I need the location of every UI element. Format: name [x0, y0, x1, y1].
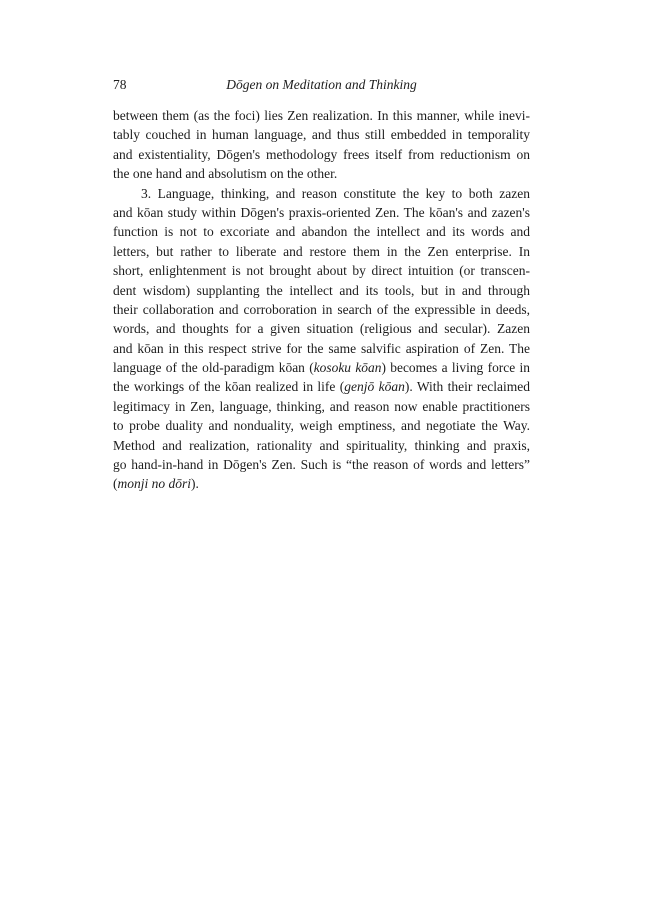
text-line: between them (as the foci) lies Zen realization. In this manner, while inevi-: [113, 108, 530, 123]
italic-term: genjō kōan: [344, 379, 405, 395]
text-line: tably couched in human language, and thus still embedded in temporality: [113, 127, 530, 143]
text-line: (monji no dōri).: [113, 476, 199, 492]
text-line: function is not to excoriate and abandon the intellect and its words and: [113, 224, 530, 240]
text-line: to probe duality and nonduality, weigh emptiness, and negotiate the Way.: [113, 418, 530, 434]
text-line: words, and thoughts for a given situation (religious and secular). Zazen: [113, 321, 530, 337]
paragraph: [113, 106, 530, 184]
text-line: and kōan in this respect strive for the same salvific aspiration of Zen. The: [113, 340, 530, 356]
italic-term: monji no dōri: [117, 476, 192, 492]
text-line: legitimacy in Zen, language, thinking, and reason now enable practitioners: [113, 398, 530, 414]
text-line: short, enlightenment is not brought about by direct intuition (or transcen-: [113, 263, 530, 279]
text-line: dent wisdom) supplanting the intellect and its tools, but in and through: [113, 282, 530, 298]
text-line: the workings of the kōan realized in life (genjō kōan). With their reclaimed: [113, 379, 530, 395]
text-line: letters, but rather to liberate and restore them in the Zen enterprise. In: [113, 243, 530, 259]
text-line: the one hand and absolutism on the other.: [113, 166, 338, 182]
text-line: 3. Language, thinking, and reason constitute the key to both zazen: [141, 185, 530, 201]
body-text: [113, 106, 530, 494]
text-line: go hand-in-hand in Dōgen's Zen. Such is “the reason of words and letters”: [113, 457, 530, 473]
running-header-title: Dōgen on Meditation and Thinking: [226, 77, 417, 92]
text-line: their collaboration and corroboration in search of the expressible in deeds,: [113, 301, 530, 317]
text-line: Method and realization, rationality and spirituality, thinking and praxis,: [113, 437, 530, 453]
page-number: 78: [113, 77, 127, 92]
text-line: and kōan study within Dōgen's praxis-oriented Zen. The kōan's and zazen's: [113, 204, 530, 220]
text-line: language of the old-paradigm kōan (kosoku kōan) becomes a living force in: [113, 360, 530, 376]
paragraph: [113, 184, 530, 494]
italic-term: kosoku kōan: [313, 360, 382, 376]
text-line: and existentiality, Dōgen's methodology frees itself from reductionism on: [113, 146, 530, 162]
